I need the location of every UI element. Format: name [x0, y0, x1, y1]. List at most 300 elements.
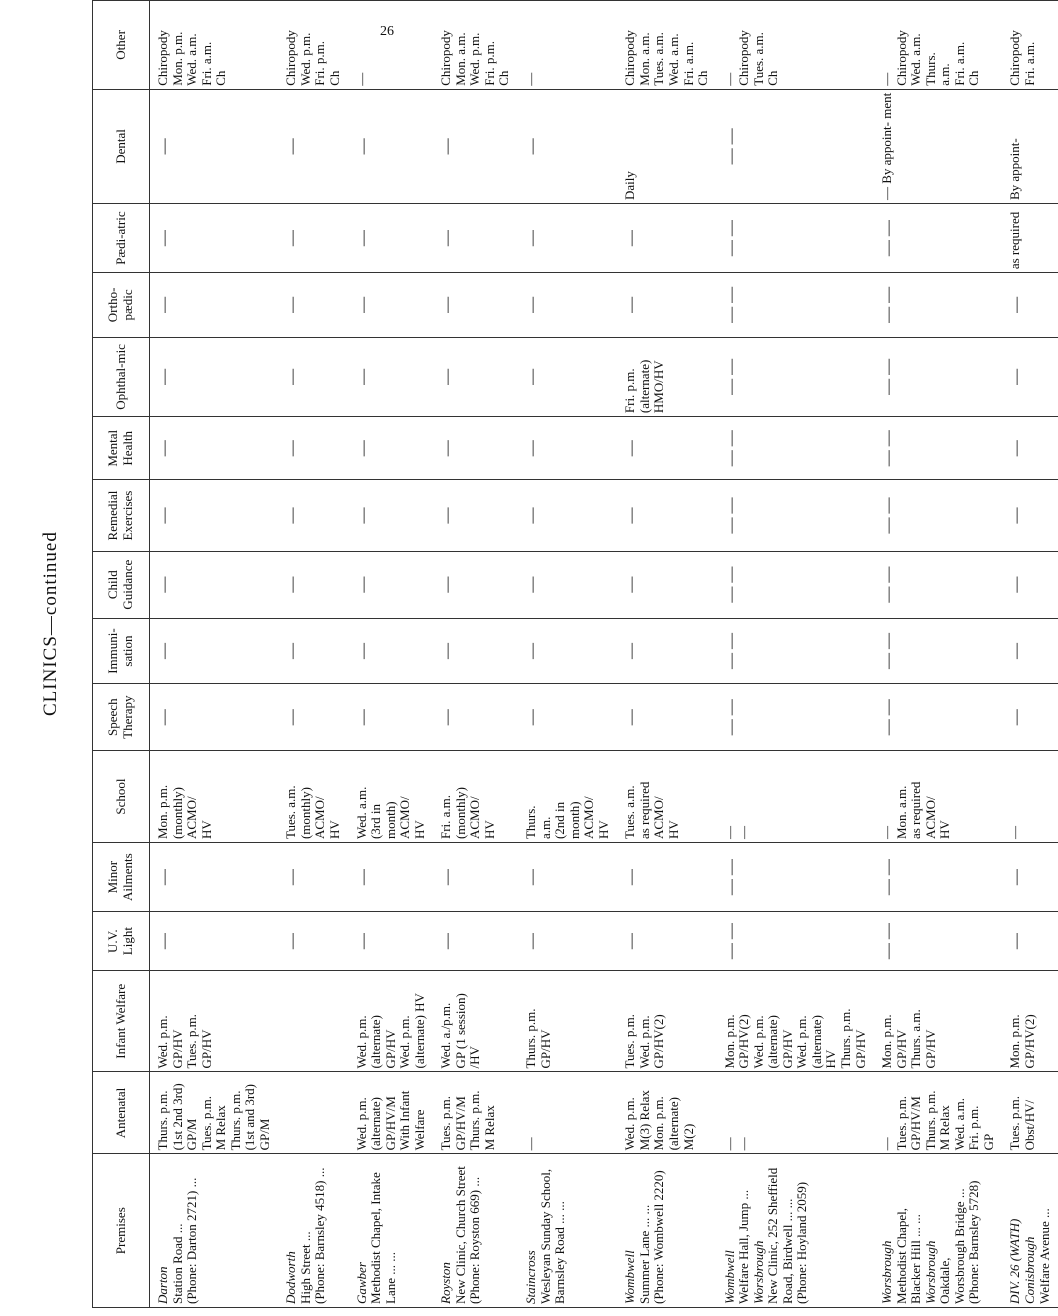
table-row: [617, 1, 716, 1308]
cell-text: —: [721, 1137, 737, 1151]
cell-premises: [433, 1154, 518, 1308]
cell-antenatal: [1002, 1072, 1058, 1154]
cell-text: GP/HV: [922, 1029, 938, 1069]
cell-ophthalmic: [1002, 337, 1058, 416]
cell-text: Conisbrough: [1021, 1236, 1037, 1304]
col-header-dental: Dental: [93, 89, 150, 203]
cell-text: —: [439, 440, 457, 457]
cell-infant-welfare: [717, 971, 874, 1072]
cell-text: (alternate) HV: [411, 993, 427, 1069]
cell-text: Fri. a.m.: [198, 41, 214, 86]
cell-text: Wed. p.m.: [353, 1015, 369, 1069]
cell-orthopaedic: [1002, 273, 1058, 338]
cell-remedial-exercises: [433, 480, 518, 551]
cell-text: —: [156, 440, 173, 457]
cell-text: —: [879, 826, 895, 840]
cell-text: —: [354, 296, 372, 313]
cell-text: Gawber: [353, 1262, 369, 1304]
cell-text: New Clinic, Church Street: [452, 1166, 468, 1304]
cell-speech-therapy: [717, 684, 874, 751]
cell-text: M Relax: [213, 1105, 229, 1151]
cell-paediatric: [278, 204, 348, 273]
cell-text: —: [439, 643, 457, 660]
cell-text: GP/M: [184, 1118, 200, 1151]
cell-text: GP/HV: [198, 1029, 214, 1069]
cell-text: Fri. p.m.: [312, 40, 328, 86]
cell-text: —: [439, 230, 457, 247]
cell-text: Fri. p.m.: [622, 368, 638, 414]
cell-text: HV: [937, 820, 953, 840]
cell-text: (Phone: Barnsley 4518) ...: [312, 1167, 328, 1304]
cell-text: —: [1008, 933, 1026, 950]
cell-immunisation: [717, 618, 874, 684]
cell-text: — —: [880, 430, 898, 467]
col-header-remedial-exercises: Remedial Exercises: [93, 480, 150, 551]
cell-text: Mon. p.m.: [721, 1014, 737, 1069]
cell-text: —: [156, 296, 173, 313]
cell-child-guidance: [433, 551, 518, 618]
cell-text: — —: [880, 286, 898, 323]
cell-text: as required: [908, 781, 924, 840]
table-row: [150, 1, 279, 1308]
cell-text: GP: [980, 1133, 996, 1151]
cell-text: —: [156, 576, 173, 593]
cell-text: — —: [880, 923, 898, 960]
cell-text: Wed. p.m.: [750, 1015, 766, 1069]
cell-child-guidance: [278, 551, 348, 618]
cell-text: GP/HV: [169, 1029, 185, 1069]
cell-school: [1002, 750, 1058, 842]
cell-premises: [518, 1154, 617, 1308]
cell-mental-health: [278, 417, 348, 480]
cell-other: [433, 1, 518, 90]
cell-text: —: [1008, 368, 1026, 385]
cell-text: —: [524, 296, 542, 313]
cell-text: ACMO/: [581, 796, 597, 840]
cell-dental: [433, 89, 518, 203]
cell-paediatric: [717, 204, 874, 273]
cell-text: GP/HV: [537, 1029, 553, 1069]
cell-text: (Phone: Hoyland 2059): [794, 1181, 810, 1304]
cell-paediatric: [150, 204, 279, 273]
cell-text: Methodist Chapel, Intake: [368, 1172, 384, 1304]
col-header-other: Other: [93, 1, 150, 90]
cell-text: — —: [880, 497, 898, 534]
cell-ophthalmic: [874, 337, 1002, 416]
cell-text: Wed. p.m.: [397, 1015, 413, 1069]
cell-text: Ch: [213, 70, 229, 86]
cell-text: Methodist Chapel,: [893, 1207, 909, 1304]
cell-text: M(2): [680, 1123, 696, 1151]
cell-uv-light: [349, 912, 434, 971]
cell-text: —: [439, 296, 457, 313]
cell-minor-ailments: [278, 843, 348, 912]
cell-text: Wombwell: [622, 1250, 638, 1304]
cell-text: — By appoint- ment: [879, 92, 895, 201]
col-header-speech-therapy: Speech Therapy: [93, 684, 150, 751]
cell-text: HV: [411, 820, 427, 840]
cell-remedial-exercises: [278, 480, 348, 551]
cell-text: (2nd in: [552, 801, 568, 840]
cell-infant-welfare: [349, 971, 434, 1072]
cell-speech-therapy: [150, 684, 279, 751]
cell-infant-welfare: [518, 971, 617, 1072]
cell-text: —: [156, 709, 173, 726]
cell-other: [717, 1, 874, 90]
cell-text: —: [1008, 440, 1026, 457]
cell-text: —: [524, 230, 542, 247]
cell-text: Road, Birdwell ... ...: [779, 1198, 795, 1304]
cell-text: Ch: [695, 70, 711, 86]
cell-text: Wed. a.m.: [908, 33, 924, 86]
cell-text: Thurs. p.m.: [467, 1090, 483, 1151]
cell-text: Wombwell: [721, 1250, 737, 1304]
cell-text: Fri. p.m.: [481, 40, 497, 86]
cell-mental-health: [518, 417, 617, 480]
cell-mental-health: [717, 417, 874, 480]
cell-text: GP/HV(2): [1021, 1014, 1037, 1069]
cell-orthopaedic: [278, 273, 348, 338]
cell-infant-welfare: [278, 971, 348, 1072]
cell-text: —: [879, 1137, 895, 1151]
cell-text: Chiropody: [283, 30, 299, 86]
cell-text: Wed. a.m.: [353, 786, 369, 840]
cell-text: —: [156, 507, 173, 524]
cell-text: —: [354, 507, 372, 524]
cell-speech-therapy: [518, 684, 617, 751]
cell-text: HMO/HV: [651, 360, 667, 414]
cell-text: —: [284, 138, 302, 155]
cell-text: Fri. a.m.: [680, 41, 696, 86]
cell-text: Worsbrough: [750, 1240, 766, 1304]
cell-text: —: [284, 230, 302, 247]
cell-text: Mon. p.m.: [879, 1014, 895, 1069]
cell-premises: [349, 1154, 434, 1308]
cell-text: —: [284, 869, 302, 886]
cell-child-guidance: [349, 551, 434, 618]
cell-school: [150, 750, 279, 842]
cell-text: (alternate): [808, 1015, 824, 1069]
cell-text: GP/HV(2): [651, 1014, 667, 1069]
cell-text: Ch: [496, 70, 512, 86]
cell-text: Welfare Avenue ...: [1036, 1208, 1052, 1304]
cell-text: —: [439, 709, 457, 726]
cell-text: ACMO/: [312, 796, 328, 840]
cell-other: [874, 1, 1002, 90]
cell-infant-welfare: [150, 971, 279, 1072]
cell-text: —: [354, 933, 372, 950]
cell-text: Tues. a.m.: [283, 785, 299, 840]
table-row: [717, 1, 874, 1308]
cell-text: —: [284, 507, 302, 524]
cell-text: —: [354, 138, 372, 155]
cell-text: — —: [722, 859, 740, 896]
cell-text: —: [721, 72, 737, 86]
cell-text: Wed. a.m.: [184, 33, 200, 86]
cell-other: [150, 1, 279, 90]
cell-mental-health: [617, 417, 716, 480]
cell-text: ACMO/: [397, 796, 413, 840]
cell-text: —: [524, 869, 542, 886]
cell-paediatric: [433, 204, 518, 273]
cell-text: Chiropody: [438, 30, 454, 86]
cell-text: — —: [880, 859, 898, 896]
cell-immunisation: [150, 618, 279, 684]
cell-text: —: [1008, 709, 1026, 726]
cell-text: —: [524, 368, 542, 385]
cell-text: Thurs. p.m.: [922, 1090, 938, 1151]
cell-text: month): [382, 801, 398, 840]
cell-text: GP/M: [256, 1118, 272, 1151]
cell-paediatric: [518, 204, 617, 273]
col-header-ophthalmic: Ophthal-mic: [93, 337, 150, 416]
cell-immunisation: [1002, 618, 1058, 684]
cell-text: Thurs. a.m.: [908, 1009, 924, 1069]
cell-text: —: [439, 507, 457, 524]
cell-other: [518, 1, 617, 90]
cell-text: (1st 2nd 3rd): [169, 1083, 185, 1151]
cell-text: —: [524, 440, 542, 457]
cell-text: GP/HV: [852, 1029, 868, 1069]
cell-text: Worsbrough: [879, 1240, 895, 1304]
cell-text: Mon. p.m.: [1007, 1014, 1023, 1069]
cell-text: Thurs. p.m.: [227, 1090, 243, 1151]
cell-text: /HV: [467, 1046, 483, 1069]
cell-text: — —: [722, 128, 740, 165]
cell-text: —: [736, 1137, 752, 1151]
cell-remedial-exercises: [1002, 480, 1058, 551]
cell-text: By appoint-: [1007, 138, 1023, 201]
cell-minor-ailments: [433, 843, 518, 912]
cell-text: —: [353, 72, 369, 86]
table-row: [518, 1, 617, 1308]
cell-text: Tues. p.m.: [622, 1014, 638, 1069]
cell-text: a.m.: [937, 63, 953, 86]
col-header-antenatal: Antenatal: [93, 1072, 150, 1154]
cell-text: Wed. a./p.m.: [438, 1002, 454, 1069]
cell-remedial-exercises: [150, 480, 279, 551]
cell-ophthalmic: [433, 337, 518, 416]
cell-text: Thurs. p.m.: [523, 1008, 539, 1069]
cell-text: — —: [722, 286, 740, 323]
cell-text: Barnsley Road ... ...: [552, 1201, 568, 1304]
cell-speech-therapy: [278, 684, 348, 751]
cell-text: —: [156, 230, 173, 247]
cell-orthopaedic: [617, 273, 716, 338]
cell-dental: [518, 89, 617, 203]
cell-text: —: [284, 576, 302, 593]
cell-text: Tues. a.m.: [622, 785, 638, 840]
cell-text: ACMO/: [184, 796, 200, 840]
cell-text: GP/HV: [779, 1029, 795, 1069]
cell-text: Dodworth: [283, 1251, 299, 1304]
cell-text: as required: [636, 781, 652, 840]
cell-orthopaedic: [518, 273, 617, 338]
cell-text: —: [524, 507, 542, 524]
col-header-infant-welfare: Infant Welfare: [93, 971, 150, 1072]
cell-text: Royston: [438, 1262, 454, 1304]
cell-text: Chiropody: [1007, 30, 1023, 86]
cell-text: Mon. a.m.: [636, 32, 652, 86]
cell-school: [278, 750, 348, 842]
cell-text: (Phone: Darton 2721) ...: [184, 1177, 200, 1304]
cell-text: Mon. p.m.: [155, 784, 170, 840]
cell-text: Wed. p.m.: [467, 32, 483, 86]
cell-text: Tues. p.m.: [1007, 1095, 1023, 1151]
cell-text: M Relax: [481, 1105, 497, 1151]
cell-immunisation: [349, 618, 434, 684]
cell-text: — —: [722, 566, 740, 603]
cell-text: Daily: [622, 171, 638, 201]
cell-text: Wed. p.m.: [636, 1015, 652, 1069]
cell-text: GP/HV: [893, 1029, 909, 1069]
cell-text: Fri. a.m.: [1021, 41, 1037, 86]
header-row: [93, 1, 150, 1308]
cell-text: —: [156, 643, 173, 660]
cell-text: Wed. p.m.: [794, 1015, 810, 1069]
cell-text: M(3) Relax: [636, 1090, 652, 1151]
cell-text: —: [354, 576, 372, 593]
cell-infant-welfare: [874, 971, 1002, 1072]
cell-text: Ch: [765, 70, 781, 86]
cell-text: —: [1008, 643, 1026, 660]
cell-text: —: [1008, 507, 1026, 524]
cell-text: Wed. p.m.: [353, 1097, 369, 1151]
page-title: CLINICS—continued: [40, 531, 61, 716]
cell-other: [349, 1, 434, 90]
cell-ophthalmic: [150, 337, 279, 416]
cell-immunisation: [278, 618, 348, 684]
cell-dental: [278, 89, 348, 203]
cell-text: Thurs.: [922, 52, 938, 86]
cell-text: Tues. a.m.: [651, 32, 667, 86]
cell-text: —: [284, 296, 302, 313]
clinics-table: [92, 0, 1058, 1308]
cell-speech-therapy: [1002, 684, 1058, 751]
table-row: [433, 1, 518, 1308]
cell-premises: [874, 1154, 1002, 1308]
cell-orthopaedic: [717, 273, 874, 338]
cell-text: Chiropody: [736, 30, 752, 86]
cell-text: —: [524, 933, 542, 950]
cell-text: (1st and 3rd): [242, 1083, 258, 1151]
cell-dental: [1002, 89, 1058, 203]
cell-text: —: [623, 869, 641, 886]
cell-text: Darton: [155, 1266, 170, 1304]
cell-premises: [717, 1154, 874, 1308]
cell-uv-light: [874, 912, 1002, 971]
cell-uv-light: [518, 912, 617, 971]
cell-dental: [349, 89, 434, 203]
cell-text: —: [284, 440, 302, 457]
cell-text: Wed. p.m.: [155, 1015, 170, 1069]
cell-antenatal: [278, 1072, 348, 1154]
cell-text: —: [879, 72, 895, 86]
cell-text: — —: [722, 497, 740, 534]
cell-orthopaedic: [150, 273, 279, 338]
cell-uv-light: [717, 912, 874, 971]
cell-minor-ailments: [717, 843, 874, 912]
cell-text: HV: [823, 1049, 839, 1069]
cell-text: GP/HV: [382, 1029, 398, 1069]
cell-text: Tues. p.m.: [438, 1095, 454, 1151]
cell-text: —: [736, 826, 752, 840]
cell-text: Staincross: [523, 1250, 539, 1304]
cell-mental-health: [150, 417, 279, 480]
cell-text: —: [354, 440, 372, 457]
cell-text: M Relax: [937, 1105, 953, 1151]
cell-text: —: [523, 1137, 539, 1151]
cell-text: —: [156, 933, 173, 950]
cell-text: Lane ... ...: [382, 1252, 398, 1304]
cell-mental-health: [433, 417, 518, 480]
cell-text: Mon. a.m.: [893, 785, 909, 840]
cell-text: —: [721, 826, 737, 840]
table-row: [349, 1, 434, 1308]
page-number: 26: [380, 24, 394, 39]
cell-antenatal: [349, 1072, 434, 1154]
cell-text: Ch: [327, 70, 343, 86]
cell-text: — —: [880, 699, 898, 736]
cell-text: HV: [665, 820, 681, 840]
cell-child-guidance: [874, 551, 1002, 618]
cell-text: —: [439, 869, 457, 886]
cell-text: Oakdale,: [937, 1257, 953, 1304]
cell-antenatal: [150, 1072, 279, 1154]
cell-infant-welfare: [433, 971, 518, 1072]
col-header-uv-light: U.V. Light: [93, 912, 150, 971]
cell-text: (monthly): [169, 787, 185, 840]
cell-remedial-exercises: [874, 480, 1002, 551]
cell-ophthalmic: [717, 337, 874, 416]
cell-text: Thurs. p.m.: [837, 1008, 853, 1069]
cell-ophthalmic: [278, 337, 348, 416]
cell-text: month): [566, 801, 582, 840]
cell-text: (alternate): [636, 359, 652, 414]
cell-text: Tues. a.m.: [750, 32, 766, 86]
cell-text: Summer Lane ... ...: [636, 1204, 652, 1304]
cell-antenatal: [617, 1072, 716, 1154]
cell-text: a.m.: [537, 816, 553, 840]
cell-text: (3rd in: [368, 804, 384, 840]
cell-text: HV: [595, 820, 611, 840]
cell-uv-light: [150, 912, 279, 971]
cell-text: —: [623, 507, 641, 524]
table-row: [1002, 1, 1058, 1308]
cell-school: [518, 750, 617, 842]
cell-text: Wed. p.m.: [622, 1097, 638, 1151]
cell-text: New Clinic, 252 Sheffield: [765, 1167, 781, 1304]
cell-text: — —: [880, 566, 898, 603]
cell-immunisation: [518, 618, 617, 684]
cell-text: — —: [722, 358, 740, 395]
col-header-child-guidance: Child Guidance: [93, 551, 150, 618]
cell-text: —: [284, 643, 302, 660]
cell-child-guidance: [1002, 551, 1058, 618]
cell-text: HV: [327, 820, 343, 840]
cell-text: —: [623, 933, 641, 950]
cell-dental: [717, 89, 874, 203]
cell-text: (alternate): [368, 1097, 384, 1151]
cell-mental-health: [349, 417, 434, 480]
cell-text: (Phone: Royston 669) ...: [467, 1176, 483, 1304]
cell-text: —: [623, 709, 641, 726]
cell-text: —: [439, 138, 457, 155]
cell-text: Worsbrough: [922, 1240, 938, 1304]
cell-text: —: [1008, 869, 1026, 886]
cell-text: —: [1008, 576, 1026, 593]
cell-minor-ailments: [150, 843, 279, 912]
